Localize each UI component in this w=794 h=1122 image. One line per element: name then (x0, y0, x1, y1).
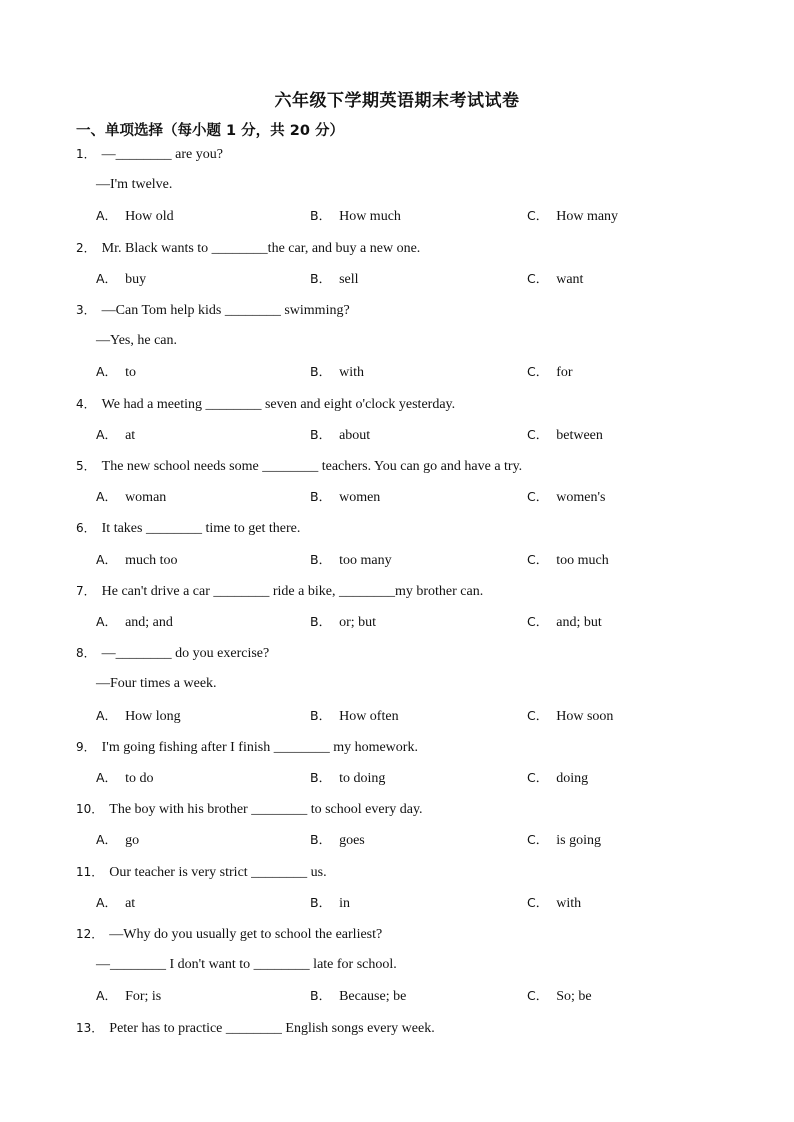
option-letter: A． (96, 489, 118, 505)
option-text: How often (339, 708, 399, 724)
question-text: Mr. Black wants to ________the car, and buy a new one. (101, 240, 421, 256)
option-text: too much (556, 552, 609, 568)
question-number: 13． (76, 1020, 104, 1035)
question-number: 6． (76, 521, 96, 536)
answer-option[interactable] (310, 270, 359, 289)
question-number: 7． (76, 583, 96, 598)
answer-option[interactable] (310, 769, 385, 788)
option-text: about (339, 427, 371, 443)
question-number: 12． (76, 927, 104, 941)
question-text: —Why do you usually get to school the earliest? (109, 927, 383, 942)
option-text: How soon (556, 708, 614, 724)
question-number: 5． (76, 459, 96, 473)
option-letter: C． (527, 551, 549, 567)
option-text: to (125, 365, 136, 381)
question-stem (76, 925, 382, 944)
question-text: The new school needs some ________ teachers. You can go and have a try. (101, 459, 523, 474)
question-stem (76, 800, 423, 819)
option-letter: B． (310, 614, 332, 629)
answer-option[interactable] (96, 831, 139, 850)
option-text: for (556, 365, 573, 381)
option-text: too many (339, 552, 392, 568)
question-stem (76, 239, 420, 258)
option-text: goes (339, 833, 365, 849)
option-letter: C． (527, 364, 549, 380)
answer-option[interactable] (310, 426, 370, 445)
question-stem (76, 644, 269, 663)
answer-option[interactable] (527, 894, 581, 913)
question-reply: —I'm twelve. (96, 177, 173, 193)
answer-option[interactable] (96, 551, 178, 570)
option-text: at (125, 427, 136, 443)
question-text: The boy with his brother ________ to school every day. (109, 802, 423, 818)
answer-option[interactable] (527, 707, 613, 726)
option-text: at (125, 895, 136, 911)
option-text: much too (125, 552, 178, 568)
option-letter: C． (527, 707, 549, 723)
answer-option[interactable] (96, 207, 174, 226)
option-letter: A． (96, 770, 118, 785)
option-text: Because; be (339, 989, 407, 1005)
question-number: 2． (76, 240, 96, 255)
question-number: 9． (76, 739, 96, 754)
option-letter: B． (310, 894, 332, 910)
answer-option[interactable] (96, 363, 136, 382)
answer-option[interactable] (527, 613, 602, 632)
option-letter: A． (96, 426, 118, 442)
option-letter: A． (96, 551, 118, 567)
option-text: sell (339, 271, 359, 287)
question-stem (76, 738, 418, 757)
answer-option[interactable] (310, 613, 376, 632)
answer-option[interactable] (96, 987, 161, 1006)
question-text: —Can Tom help kids ________ swimming? (101, 303, 350, 318)
option-letter: A． (96, 988, 118, 1004)
question-stem (76, 1019, 435, 1038)
option-letter: A． (96, 832, 118, 848)
option-text: with (339, 365, 364, 381)
answer-option[interactable] (527, 488, 605, 507)
question-text: Our teacher is very strict ________ us. (109, 864, 327, 880)
answer-option[interactable] (527, 270, 583, 289)
option-text: How much (339, 209, 401, 225)
question-text: I'm going fishing after I finish ________ my homework. (101, 739, 418, 755)
question-text: —________ do you exercise? (101, 646, 270, 662)
option-letter: A． (96, 614, 118, 629)
option-letter: B． (310, 426, 332, 442)
answer-option[interactable] (310, 488, 380, 507)
question-stem (76, 457, 522, 476)
answer-option[interactable] (96, 270, 146, 289)
option-text: with (556, 895, 582, 911)
option-text: How many (556, 209, 619, 225)
answer-option[interactable] (96, 488, 166, 507)
option-text: want (556, 271, 584, 287)
option-text: to do (125, 771, 154, 786)
answer-option[interactable] (527, 987, 592, 1006)
answer-option[interactable] (527, 426, 603, 445)
option-text: So; be (556, 989, 592, 1005)
section-heading: 一、单项选择（每小题 1 分，共 20 分） (76, 123, 344, 139)
question-stem (76, 301, 350, 320)
option-letter: C． (527, 426, 549, 442)
question-stem (76, 395, 455, 414)
answer-option[interactable] (96, 426, 135, 445)
answer-option[interactable] (310, 987, 406, 1006)
option-letter: A． (96, 270, 118, 286)
option-text: in (339, 895, 350, 911)
option-text: women's (556, 490, 606, 506)
answer-option[interactable] (310, 894, 350, 913)
answer-option[interactable] (527, 551, 609, 570)
option-letter: A． (96, 208, 118, 224)
question-stem (76, 145, 223, 164)
option-letter: B． (310, 364, 332, 380)
answer-option[interactable] (310, 551, 392, 570)
option-letter: B． (310, 770, 332, 785)
option-letter: C． (527, 894, 549, 910)
option-text: doing (556, 771, 589, 786)
question-reply: —________ I don't want to ________ late for school. (96, 957, 397, 973)
question-number: 3． (76, 303, 96, 317)
option-letter: C． (527, 489, 549, 505)
option-letter: C． (527, 208, 549, 224)
question-reply: —Four times a week. (96, 676, 217, 692)
question-number: 10． (76, 802, 104, 817)
answer-option[interactable] (310, 363, 364, 382)
question-stem (76, 582, 483, 601)
question-number: 4． (76, 396, 96, 411)
option-letter: B． (310, 489, 332, 505)
option-text: women (339, 490, 381, 506)
answer-option[interactable] (96, 707, 181, 726)
answer-option[interactable] (527, 363, 573, 382)
question-text: Peter has to practice ________ English songs every week. (109, 1020, 435, 1036)
answer-option[interactable] (96, 613, 173, 632)
question-text: We had a meeting ________ seven and eight o'clock yesterday. (101, 396, 456, 412)
answer-option[interactable] (96, 894, 135, 913)
question-text: —________ are you? (101, 147, 223, 162)
question-reply: —Yes, he can. (96, 333, 178, 349)
option-letter: B． (310, 832, 332, 848)
option-letter: C． (527, 270, 549, 286)
option-text: buy (125, 271, 147, 287)
option-text: How long (125, 708, 181, 724)
option-letter: B． (310, 551, 332, 567)
option-text: between (556, 427, 603, 443)
answer-option[interactable] (310, 707, 399, 726)
question-number: 1． (76, 147, 96, 161)
option-letter: A． (96, 894, 118, 910)
option-letter: C． (527, 832, 549, 848)
question-number: 11． (76, 864, 104, 879)
option-letter: C． (527, 614, 549, 629)
question-number: 8． (76, 646, 96, 661)
answer-option[interactable] (527, 769, 588, 788)
option-letter: A． (96, 707, 118, 723)
answer-option[interactable] (310, 207, 401, 226)
option-letter: B． (310, 270, 332, 286)
option-text: to doing (339, 771, 386, 786)
option-text: For; is (125, 989, 162, 1005)
option-letter: C． (527, 770, 549, 785)
option-text: How old (125, 209, 174, 225)
question-stem (76, 863, 327, 882)
option-letter: B． (310, 988, 332, 1004)
option-text: go (125, 833, 140, 849)
option-text: or; but (339, 615, 377, 630)
option-letter: B． (310, 208, 332, 224)
option-letter: C． (527, 988, 549, 1004)
option-letter: B． (310, 707, 332, 723)
option-letter: A． (96, 364, 118, 380)
answer-option[interactable] (96, 769, 153, 788)
option-text: and; and (125, 615, 173, 630)
option-text: woman (125, 490, 167, 506)
question-text: It takes ________ time to get there. (101, 521, 301, 537)
page-title: 六年级下学期英语期末考试试卷 (274, 91, 520, 111)
answer-option[interactable] (527, 831, 601, 850)
option-text: and; but (556, 615, 602, 630)
question-text: He can't drive a car ________ ride a bike, ________my brother can. (101, 583, 484, 599)
answer-option[interactable] (310, 831, 365, 850)
question-stem (76, 519, 300, 538)
option-text: is going (556, 833, 601, 849)
answer-option[interactable] (527, 207, 618, 226)
